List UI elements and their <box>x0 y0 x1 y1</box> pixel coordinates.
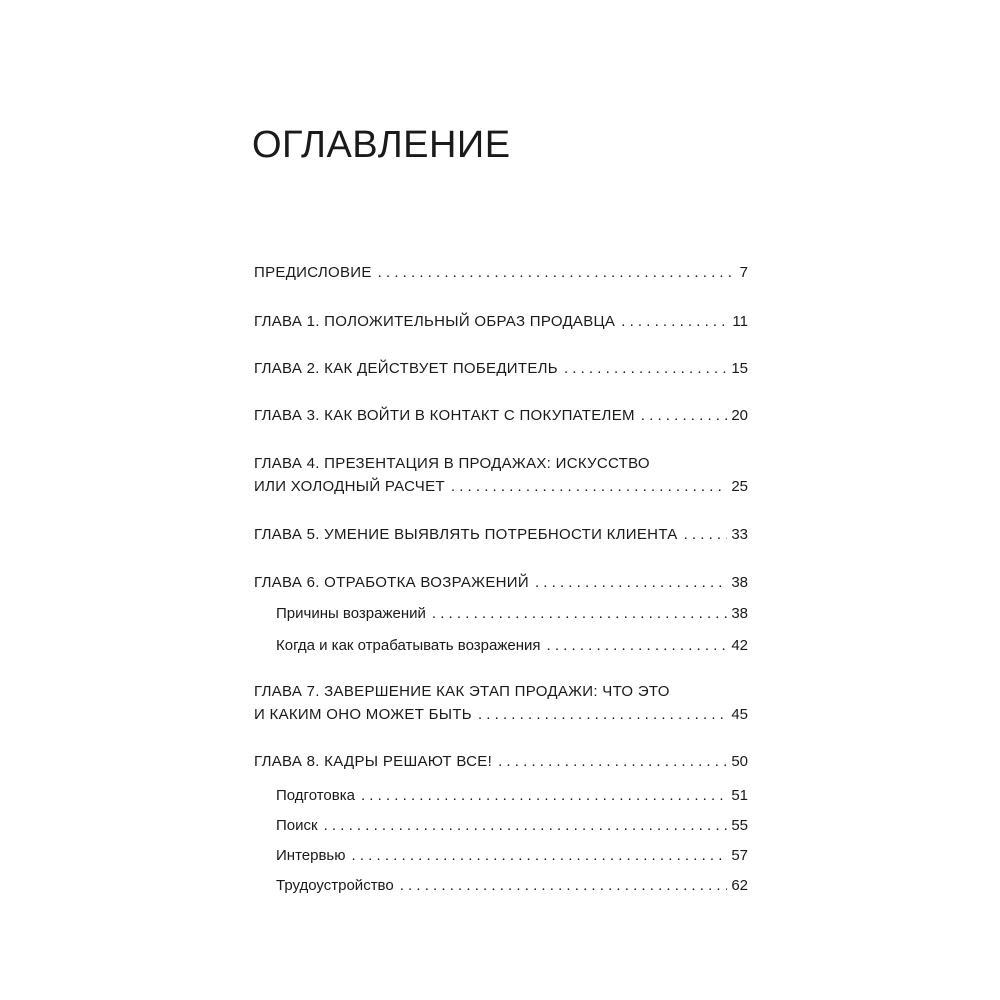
dot-leader <box>621 311 728 333</box>
toc-subentry-preparation[interactable] <box>276 785 748 807</box>
toc-entry-page: 11 <box>732 313 748 330</box>
toc-entry-chapter-1[interactable] <box>254 311 748 333</box>
toc-subentry-employment[interactable] <box>276 875 748 897</box>
dot-leader <box>535 572 727 594</box>
toc-entry-title: ИЛИ ХОЛОДНЫЙ РАСЧЕТ <box>254 478 445 495</box>
toc-entry-page: 15 <box>731 360 748 377</box>
toc-entry-title: ПРЕДИСЛОВИЕ <box>254 264 372 281</box>
toc-entry-page: 7 <box>739 264 748 281</box>
dot-leader <box>564 358 727 380</box>
toc-entry-chapter-4-line1[interactable]: ГЛАВА 4. ПРЕЗЕНТАЦИЯ В ПРОДАЖАХ: ИСКУССТВО <box>254 455 650 472</box>
toc-entry-page: 25 <box>731 478 748 495</box>
dot-leader <box>641 405 728 427</box>
toc-entry-title: ГЛАВА 2. КАК ДЕЙСТВУЕТ ПОБЕДИТЕЛЬ <box>254 360 558 377</box>
toc-entry-chapter-6[interactable] <box>254 572 748 594</box>
dot-leader <box>498 751 727 773</box>
dot-leader <box>684 524 728 546</box>
toc-entry-title: И КАКИМ ОНО МОЖЕТ БЫТЬ <box>254 706 472 723</box>
toc-entry-title: ГЛАВА 1. ПОЛОЖИТЕЛЬНЫЙ ОБРАЗ ПРОДАВЦА <box>254 313 616 330</box>
toc-entry-title: ГЛАВА 3. КАК ВОЙТИ В КОНТАКТ С ПОКУПАТЕЛЕМ <box>254 407 635 424</box>
toc-entry-title: ГЛАВА 6. ОТРАБОТКА ВОЗРАЖЕНИЙ <box>254 574 529 591</box>
toc-subentry-objection-reasons[interactable] <box>276 603 748 625</box>
toc-subentry-search[interactable] <box>276 815 748 837</box>
toc-entry-page: 62 <box>731 877 748 894</box>
toc-entry-page: 45 <box>731 706 748 723</box>
toc-entry-chapter-8[interactable] <box>254 751 748 773</box>
toc-entry-chapter-7[interactable] <box>254 704 748 726</box>
toc-entry-chapter-3[interactable] <box>254 405 748 427</box>
toc-entry-page: 33 <box>731 526 748 543</box>
toc-entry-page: 55 <box>731 817 748 834</box>
toc-entry-title: ГЛАВА 5. УМЕНИЕ ВЫЯВЛЯТЬ ПОТРЕБНОСТИ КЛИЕНТА <box>254 526 678 543</box>
toc-entry-title: Поиск <box>276 817 318 834</box>
toc-entry-title: Подготовка <box>276 787 355 804</box>
dot-leader <box>378 262 736 284</box>
dot-leader <box>324 815 728 837</box>
toc-entry-page: 57 <box>731 847 748 864</box>
dot-leader <box>400 875 728 897</box>
toc-entry-page: 20 <box>731 407 748 424</box>
toc-entry-title: Когда и как отрабатывать возражения <box>276 637 541 654</box>
toc-entry-title: ГЛАВА 8. КАДРЫ РЕШАЮТ ВСЕ! <box>254 753 493 770</box>
dot-leader <box>352 845 728 867</box>
toc-entry-title: Трудоустройство <box>276 877 394 894</box>
toc-entry-chapter-5[interactable] <box>254 524 748 546</box>
toc-entry-title: Интервью <box>276 847 346 864</box>
toc-entry-preface[interactable] <box>254 262 748 284</box>
dot-leader <box>432 603 727 625</box>
page-title: ОГЛАВЛЕНИЕ <box>252 124 511 166</box>
dot-leader <box>478 704 727 726</box>
toc-subentry-when-how[interactable] <box>276 635 748 657</box>
toc-entry-title: Причины возражений <box>276 605 426 622</box>
toc-entry-page: 51 <box>731 787 748 804</box>
toc-entry-chapter-2[interactable] <box>254 358 748 380</box>
toc-entry-page: 38 <box>731 574 748 591</box>
toc-entry-page: 38 <box>731 605 748 622</box>
toc-entry-chapter-4[interactable] <box>254 476 748 498</box>
toc-entry-page: 50 <box>731 753 748 770</box>
dot-leader <box>361 785 727 807</box>
toc-subentry-interview[interactable] <box>276 845 748 867</box>
toc-entry-page: 42 <box>731 637 748 654</box>
dot-leader <box>547 635 728 657</box>
dot-leader <box>451 476 727 498</box>
toc-entry-chapter-7-line1[interactable]: ГЛАВА 7. ЗАВЕРШЕНИЕ КАК ЭТАП ПРОДАЖИ: ЧТО ЭТО <box>254 683 670 700</box>
